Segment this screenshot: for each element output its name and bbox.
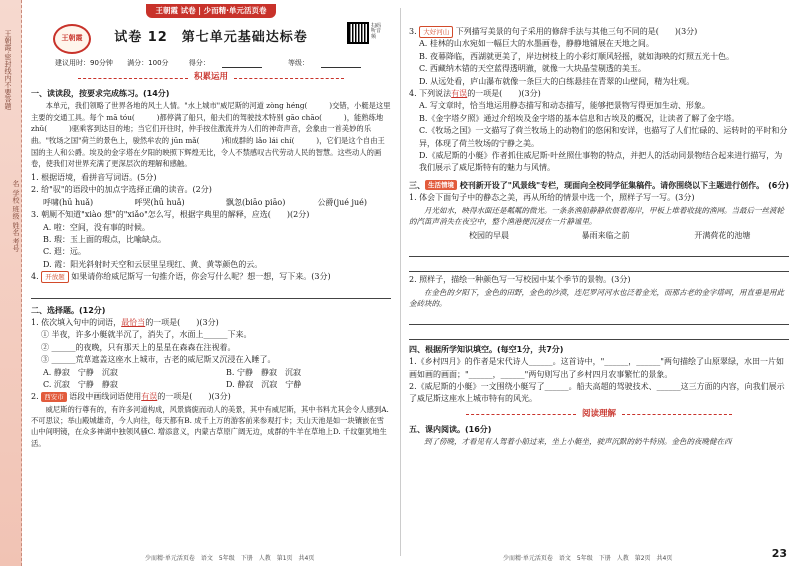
q2-sub1-options-2: [31, 379, 391, 391]
q2-sentence: ③ ______荒草遮盖这座水上城市，古老的威尼斯又沉浸在入睡了。: [41, 355, 276, 365]
q1-sub2: 2. 给"驭"的语段中的加点字选择正确的读音。(2分): [31, 185, 212, 195]
scene-option[interactable]: 开满荷花的池塘: [694, 230, 751, 240]
seal-line-text: 王朝霞·密封线内不要答题: [4, 30, 12, 110]
q3-example-2: 在金色的夕阳下，金色的田野，金色的沙漠，连尼罗河河水也泛着金光，而那古老的金字塔呵，用直垂是用此金砖块的。: [409, 287, 784, 309]
answer-line[interactable]: [409, 259, 789, 272]
scene-option[interactable]: 暴雨来临之前: [581, 230, 630, 240]
answer-line[interactable]: [31, 286, 391, 299]
choice-option[interactable]: B. 瑕：玉上面的瑕点，比喻缺点。: [43, 235, 166, 245]
q3-sub1: 1. 体会下面句子中的静态之美，再从所给的情景中选一个，照样子写一写。(3分): [409, 193, 695, 203]
full-score: 满分：100分: [127, 58, 169, 67]
q2-sub1: 1. 依次填入句中的词语，最恰当的一项是( )(3分): [31, 318, 219, 327]
q3-example-1: 月光如水，映得水面还是粼粼的微光。一条条渔船静静依偎着海岸，甲板上堆着收拢的渔网。当最后一丝渡轮的汽笛声消失在夜空中，整个渔港便沉浸在一片静谧里。: [409, 205, 784, 227]
q2-sub4: 4. 下列说法有误的一项是( )(3分): [409, 88, 541, 98]
q4-heading: 四、根据所学知识填空。(每空1分，共7分): [409, 344, 564, 354]
q4-line1: 1.《乡村四月》的作者是宋代诗人______。这首诗中，"______，______"两句描绘了山原翠绿，水田一片如画如画的画面；"______，______"两句则写出了乡村四月农事繁忙的景象。: [409, 357, 784, 379]
choice-option[interactable]: B. 宁静 静寂 沉寂: [226, 367, 301, 377]
left-column: [25, 0, 397, 566]
title-row: [31, 20, 391, 56]
q2-sub2-passage: 威尼斯的行尊有的，有许多河道构成，风景旖旎而动人的美景，其中有威尼斯，其中书料尤其会令人感到A. 不可思议；举山殿城雄奇，今人向往，每天都有B. 成千上万的游客前来参观打卡；天山天池是如一块镶嵌在雪山中间明镜，在众多神湖中独领风骚C. 增添意义，内蒙古草原广阔无边，成群的牛羊在草地上D. 千纹躯犹地生活。: [31, 404, 389, 448]
choice-option[interactable]: A. 静寂 宁静 沉寂: [43, 367, 118, 377]
page-number: 23: [771, 546, 787, 560]
qr-label: 扫码听音频: [371, 22, 382, 40]
choice-option[interactable]: D. 静寂 沉寂 宁静: [226, 379, 302, 389]
column-divider: [400, 8, 401, 556]
q2-sub2: 2. 西安市 语段中画线词语使用有误的一项是( )(3分): [31, 392, 231, 402]
time-limit: 建议用时：90分钟: [55, 58, 113, 67]
exam-meta: [31, 58, 391, 69]
q2-heading: 二、选择题。(12分): [31, 305, 106, 315]
binding-strip: [0, 0, 22, 566]
choice-option[interactable]: C. 遐：远。: [43, 247, 86, 257]
section-heading-reading: 阅读理解: [409, 408, 789, 421]
choice-option[interactable]: C. 沉寂 宁静 静寂: [43, 379, 118, 389]
q1-sub3: 3. 朝厕不知道"xiào 想"的"xiǎo"怎么写，根据字典里的解释，应选( )(2分): [31, 210, 310, 220]
theme-tag: 大好河山: [419, 26, 453, 38]
choice-option[interactable]: C. 西藏纳木错的天空蓝得透明澈，就像一大块晶莹剔透的美玉。: [419, 64, 646, 74]
pinyin-option[interactable]: 飘忽(biāo piāo): [226, 197, 286, 207]
q1-passage: 本单元，我们领略了世界各地的风土人情。"水上城市"威尼斯的河道 zòng héng( )交错，小艇是这里主要的交通工具。每个 mā tóu( )都停满了船只，船夫们的驾驶技术特别 gāo chāo( )，能熟练地 zhǔ( )驱乘客到达目的地；当它们开往时，仲手按住激流并为人们的神奇声音，会象由一首美妙的乐曲。"牧场之国"荷兰的景色上，骏然牟农的 jūn mǎ( )和成群的 lǎo lái chí( )，它们是这个自由王国的主人和公爵。埃及的金字塔在夕阳的映照下辉煌无比，令人不禁感叹古代劳动人民的智慧。这些动人的画卷，使我们对世界充满了更深层次的理解和感触。: [31, 101, 391, 169]
right-column: [403, 0, 795, 566]
scene-option[interactable]: 校园的早晨: [469, 230, 509, 240]
footer-right: 少而精·单元活页卷 语文 5年级 下册 人教 第2页 共4页: [503, 554, 673, 562]
q5-heading: 五、课内阅读。(16分): [409, 424, 492, 434]
score-field[interactable]: [222, 59, 262, 68]
level-label: 等级：: [288, 58, 309, 67]
scenario-tag: 生活情境: [425, 180, 457, 190]
paper-title: 试卷 12 第七单元基础达标卷: [114, 29, 308, 45]
choice-option[interactable]: C.《牧场之国》一文描写了荷兰牧场上的动物们的悠闲和安详，也描写了人们忙碌的、运转时的平时和分异，体现了荷兰牧场的宁静之美。: [419, 126, 788, 148]
section-heading-accumulation: 积累运用: [31, 71, 391, 84]
choice-option[interactable]: A. 桂林的山水宛如一幅巨大的水墨画卷，静静地铺展在天地之间。: [419, 39, 654, 49]
q2-sub1-options: [31, 367, 391, 379]
choice-option[interactable]: A. 写文章时，恰当地运用静态描写和动态描写，能够把景物写得更加生动、形象。: [419, 101, 710, 111]
choice-option[interactable]: A. 啦：空间，没有事的时候。: [43, 222, 150, 232]
q3-scene-options: [409, 230, 789, 242]
q1-heading: 一、读读段，按要求完成练习。(14分): [31, 88, 170, 98]
pinyin-option[interactable]: 呼啸(hū huǎ): [43, 197, 94, 207]
choice-option[interactable]: D. 从远处看，庐山瀑布就像一条巨大的白练悬挂在青翠的山壁间，精为壮观。: [419, 76, 695, 86]
choice-option[interactable]: B.《金字塔夕照》通过介绍埃及金字塔的基本信息和古埃及的概况，让读者了解了金字塔。: [419, 113, 740, 123]
footer-left: 少而精·单元活页卷 语文 5年级 下册 人教 第1页 共4页: [145, 554, 315, 562]
choice-option[interactable]: B. 夜幕降临，西湖就更美了，岸边树枝上的小彩灯顺风轻摇，就如海映的灯照五光十色。: [419, 51, 734, 61]
q3-heading: 三、 生活情境 校刊新开设了"风景线"专栏，现面向全校同学征集稿件。请你围绕以下主题进行创作。 (6分): [409, 180, 789, 190]
qr-code-icon[interactable]: [347, 22, 369, 44]
q1-sub1: 1. 根据语境，看拼音写词语。(5分): [31, 173, 157, 183]
score-label: 得分：: [188, 58, 210, 67]
q2-sentence: ① 半夜，许多小艇就半沉了，消失了，水面上______下来。: [41, 330, 252, 340]
choice-option[interactable]: D.《威尼斯的小艇》作者抓住威尼斯·叶丝照仕事物的特点，并把人的活动同景物结合起来进行描写，为我们展示了威尼斯特有的魅力与风情。: [419, 150, 783, 173]
answer-line[interactable]: [409, 312, 789, 325]
pinyin-option[interactable]: 呼哭(hū huǎ): [134, 197, 185, 207]
region-tag: 西安市: [41, 392, 67, 402]
q1-sub4: 4. 开放题 如果请你给威尼斯写一句推介语，你会写什么呢？想一想，写下来。(3分): [31, 271, 391, 283]
q2-sub3: 3. 大好河山 下列描写美景的句子采用的修辞手法与其他三句不同的是( )(3分): [409, 26, 789, 38]
student-info-labels: 名 学校 班级 姓名 考号: [12, 180, 20, 252]
q1-sub2-options: [31, 197, 391, 209]
pinyin-option[interactable]: 公爵(jué jué): [317, 197, 368, 207]
q5-passage: 到了傍晚，才看见有人驾着小船过来，坐上小艇坐，驶声沉默的奶牛特別。金色的夜晚健在西: [424, 437, 732, 447]
q4-line2: 2.《威尼斯的小艇》一文围绕小艇写了______。船夫高超的驾驶技术、______这三方面的内容，向我们展示了威尼斯这座水上城市特有的风光。: [409, 381, 785, 404]
series-banner: 王朝霞 试卷 | 少而精·单元活页卷: [31, 4, 391, 18]
answer-line[interactable]: [409, 244, 789, 257]
open-question-tag: 开放题: [41, 271, 69, 283]
brand-logo: 王朝霞: [53, 24, 91, 54]
choice-option[interactable]: D. 霞：阳光斜射时天空和云层里呈现红、黄、黄等颜色的云。: [43, 259, 263, 269]
q2-sentence: ② ______的夜晚，只有那天上的星星在森森在注视着。: [41, 342, 236, 352]
level-field[interactable]: [321, 59, 361, 68]
q3-sub2: 2. 照样子，描绘一种颜色写一写校园中某个季节的景物。(3分): [409, 275, 631, 285]
answer-line[interactable]: [409, 327, 789, 340]
